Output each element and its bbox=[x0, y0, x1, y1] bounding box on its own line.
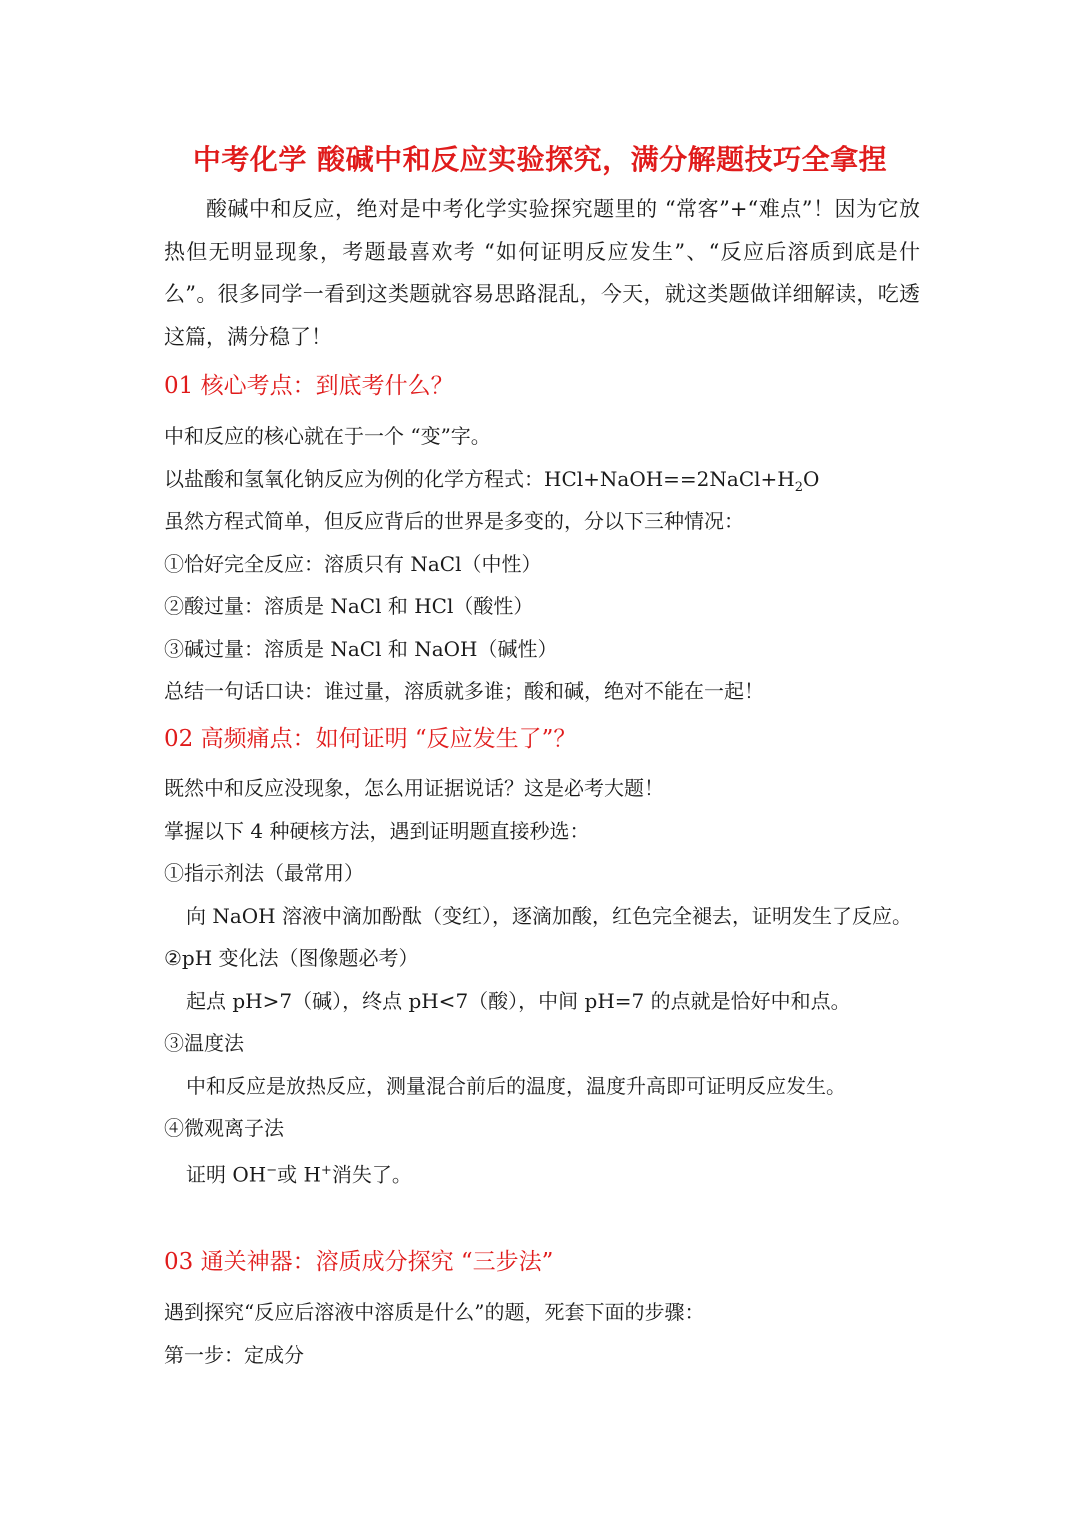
ion-charge: − bbox=[266, 1162, 278, 1178]
method-description: 中和反应是放热反应，测量混合前后的温度，温度升高即可证明反应发生。 bbox=[186, 1073, 846, 1098]
method-description: 起点 pH>7（碱），终点 pH<7（酸），中间 pH=7 的点就是恰好中和点。 bbox=[186, 988, 851, 1013]
summary-line: 总结一句话口诀：谁过量，溶质就多谁；酸和碱，绝对不能在一起！ bbox=[164, 679, 764, 703]
text-line: 虽然方程式简单，但反应背后的世界是多变的，分以下三种情况： bbox=[164, 509, 744, 533]
ion-text: 消失了。 bbox=[331, 1162, 412, 1187]
case-item: ③碱过量：溶质是 NaCl 和 NaOH（碱性） bbox=[164, 636, 558, 661]
section-solute-analysis bbox=[164, 1242, 924, 1282]
text-line: 掌握以下 4 种硬核方法，遇到证明题直接秒选： bbox=[164, 818, 590, 843]
section-proof-methods bbox=[164, 719, 924, 759]
case-item: ①恰好完全反应：溶质只有 NaCl（中性） bbox=[164, 551, 542, 576]
section-core-points bbox=[164, 366, 924, 406]
equation-text: 以盐酸和氢氧化钠反应为例的化学方程式：HCl+NaOH==2NaCl+H bbox=[164, 466, 795, 491]
intro-paragraph: 酸碱中和反应，绝对是中考化学实验探究题里的 “常客”+“难点”！因为它放热但无明显现象，考题最喜欢考 “如何证明反应发生”、“反应后溶质到底是什么”。很多同学一看到这类题就容易思路混乱，今天，就这类题做详细解读，吃透这篇，满分稳了！ bbox=[164, 197, 920, 349]
section-proof-methods-body bbox=[164, 767, 924, 1192]
equation-text-end: O bbox=[803, 466, 820, 491]
text-line: 既然中和反应没现象，怎么用证据说话？这是必考大题！ bbox=[164, 776, 664, 800]
method-title: ③温度法 bbox=[164, 1031, 244, 1055]
section-heading-03: 03 通关神器：溶质成分探究 “三步法” bbox=[164, 1249, 554, 1275]
equation-subscript: 2 bbox=[794, 479, 804, 495]
method-title: ④微观离子法 bbox=[164, 1116, 284, 1140]
step-line: 第一步：定成分 bbox=[164, 1342, 304, 1367]
ion-text: 证明 OH bbox=[186, 1162, 267, 1187]
ion-charge: + bbox=[320, 1162, 332, 1178]
ion-text: 或 H bbox=[277, 1162, 321, 1187]
section-solute-analysis-body bbox=[164, 1291, 924, 1376]
method-title: ①指示剂法（最常用） bbox=[164, 861, 364, 885]
text-line: 中和反应的核心就在于一个 “变”字。 bbox=[164, 424, 491, 448]
text-line: 遇到探究“反应后溶液中溶质是什么”的题，死套下面的步骤： bbox=[164, 1300, 705, 1324]
document-title: 中考化学 酸碱中和反应实验探究，满分解题技巧全拿捏 bbox=[192, 143, 888, 176]
method-title: ②pH 变化法（图像题必考） bbox=[164, 946, 419, 970]
case-item: ②酸过量：溶质是 NaCl 和 HCl（酸性） bbox=[164, 594, 534, 618]
section-heading-01: 01 核心考点：到底考什么？ bbox=[164, 373, 454, 399]
section-core-points-body bbox=[164, 415, 924, 713]
section-heading-02: 02 高频痛点：如何证明 “反应发生了”？ bbox=[164, 726, 577, 752]
method-description: 向 NaOH 溶液中滴加酚酞（变红），逐滴加酸，红色完全褪去，证明发生了反应。 bbox=[186, 903, 912, 928]
method-description bbox=[164, 1150, 924, 1193]
equation-line bbox=[164, 458, 924, 501]
